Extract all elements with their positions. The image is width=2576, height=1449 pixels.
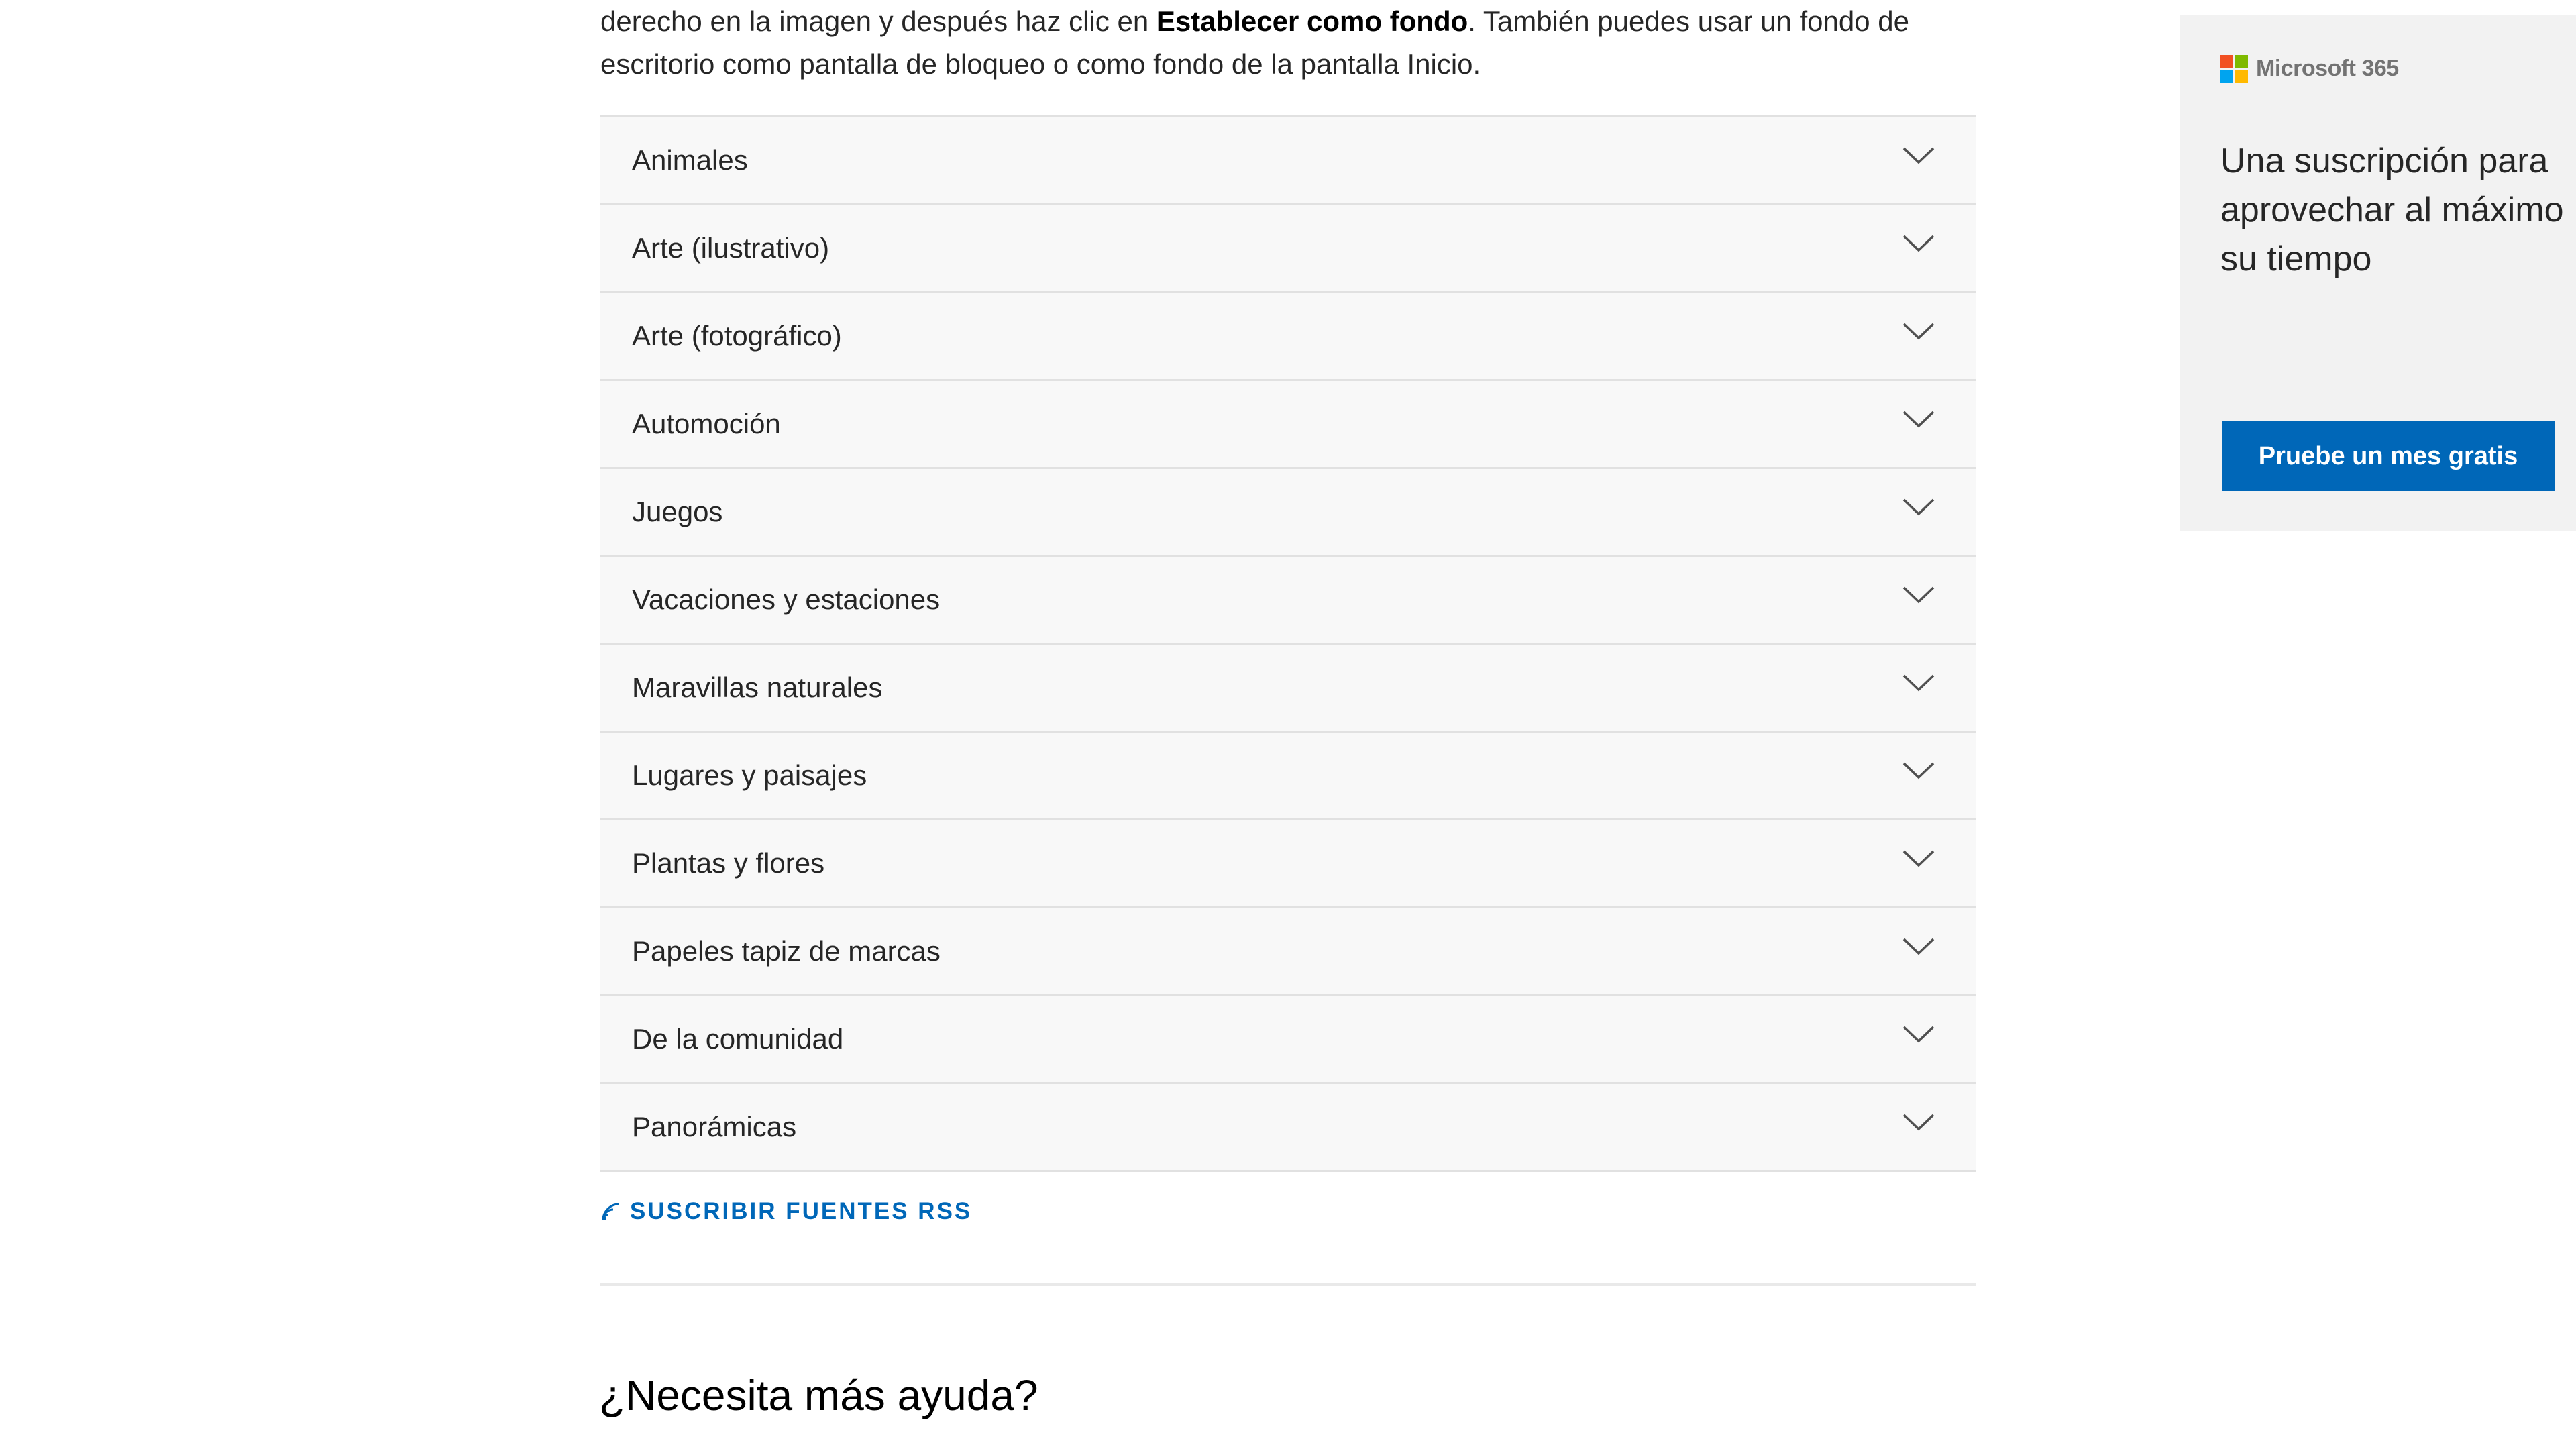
chevron-down-icon: [1902, 409, 1935, 429]
accordion-item[interactable]: [600, 205, 1976, 293]
chevron-down-icon: [1902, 321, 1935, 341]
chevron-down-icon: [1902, 849, 1935, 869]
promo-headline-line-3: su tiempo: [2220, 239, 2372, 278]
accordion-item-label: Animales: [632, 144, 748, 176]
microsoft-365-promo: [2180, 15, 2576, 531]
section-divider: [600, 1283, 1976, 1286]
accordion-item-label: De la comunidad: [632, 1023, 844, 1055]
accordion-item-label: Maravillas naturales: [632, 672, 883, 703]
logo-square-yellow: [2235, 70, 2248, 83]
rss-icon: [600, 1201, 621, 1222]
accordion-item[interactable]: [600, 293, 1976, 381]
microsoft-logo: [2220, 55, 2399, 83]
logo-square-green: [2235, 55, 2248, 68]
accordion-item[interactable]: [600, 117, 1976, 205]
help-heading: ¿Necesita más ayuda?: [599, 1371, 1038, 1419]
accordion-item[interactable]: [600, 381, 1976, 469]
accordion-item[interactable]: [600, 557, 1976, 645]
accordion-item-label: Vacaciones y estaciones: [632, 584, 941, 615]
accordion-item[interactable]: [600, 1084, 1976, 1172]
chevron-down-icon: [1902, 146, 1935, 166]
promo-headline-line-2: aprovechar al máximo: [2220, 191, 2564, 229]
accordion-item-label: Arte (fotográfico): [632, 320, 842, 352]
accordion-item-label: Panorámicas: [632, 1111, 797, 1142]
accordion-item[interactable]: [600, 469, 1976, 557]
category-accordion: [600, 115, 1976, 1172]
accordion-item[interactable]: [600, 820, 1976, 908]
intro-paragraph: [600, 0, 1976, 86]
accordion-item-label: Juegos: [632, 496, 723, 527]
microsoft-logo-icon: [2220, 55, 2248, 83]
accordion-item-label: Lugares y paisajes: [632, 759, 867, 791]
intro-text-3: escritorio como pantalla de bloqueo o como fondo de la pantalla Inicio.: [600, 48, 1481, 80]
accordion-item[interactable]: [600, 908, 1976, 996]
chevron-down-icon: [1902, 585, 1935, 605]
accordion-item-label: Automoción: [632, 408, 781, 439]
logo-square-blue: [2220, 70, 2233, 83]
subscribe-rss-link[interactable]: [600, 1198, 972, 1225]
intro-text-1: derecho en la imagen y después haz clic en: [600, 5, 1157, 37]
intro-bold-set-as-background: Establecer como fondo: [1156, 5, 1468, 37]
accordion-item-label: Papeles tapiz de marcas: [632, 935, 941, 967]
try-free-month-button[interactable]: Pruebe un mes gratis: [2222, 421, 2555, 491]
chevron-down-icon: [1902, 1112, 1935, 1132]
accordion-item[interactable]: [600, 733, 1976, 820]
intro-text-2: . También puedes usar un fondo de: [1468, 5, 1909, 37]
accordion-item-label: Plantas y flores: [632, 847, 825, 879]
promo-headline-line-1: Una suscripción para: [2220, 142, 2548, 180]
chevron-down-icon: [1902, 673, 1935, 693]
brand-name: Microsoft 365: [2256, 56, 2399, 81]
accordion-item-label: Arte (ilustrativo): [632, 232, 830, 264]
accordion-item[interactable]: [600, 996, 1976, 1084]
chevron-down-icon: [1902, 936, 1935, 957]
promo-headline: [2220, 137, 2576, 284]
accordion-item[interactable]: [600, 645, 1976, 733]
chevron-down-icon: [1902, 233, 1935, 254]
logo-square-red: [2220, 55, 2233, 68]
rss-label: SUSCRIBIR FUENTES RSS: [630, 1198, 973, 1224]
chevron-down-icon: [1902, 497, 1935, 517]
chevron-down-icon: [1902, 761, 1935, 781]
chevron-down-icon: [1902, 1024, 1935, 1044]
